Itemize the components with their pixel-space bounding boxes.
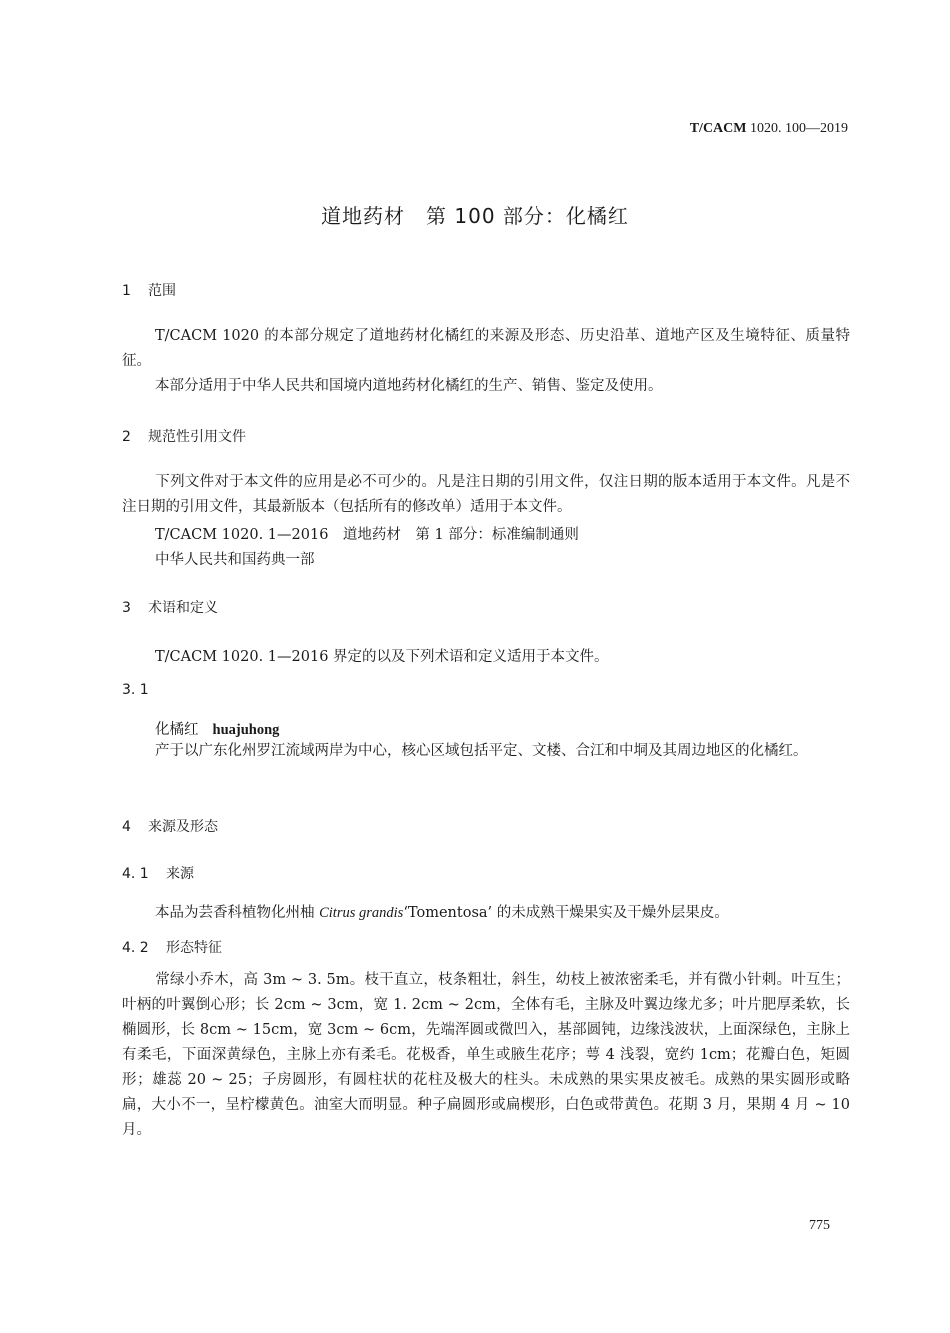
- term-cn: 化橘红: [155, 722, 199, 738]
- term-en: huajuhong: [212, 722, 280, 738]
- source-text-a: 本品为芸香科植物化州柚: [155, 905, 320, 921]
- paragraph-text: 本部分适用于中华人民共和国境内道地药材化橘红的生产、销售、鉴定及使用。: [155, 378, 663, 394]
- section-3-heading: [122, 597, 218, 617]
- section-title: 来源及形态: [148, 819, 218, 835]
- latin-name: Citrus grandis: [319, 905, 404, 921]
- source-text-b: ‘Tomentosa’ 的未成熟干燥果实及干燥外层果皮。: [403, 905, 729, 921]
- section-title: 范围: [148, 283, 176, 299]
- section-3-1-number: 3. 1: [122, 682, 149, 698]
- paragraph-text: 下列文件对于本文件的应用是必不可少的。凡是注日期的引用文件，仅注日期的版本适用于本文件。凡是不注日期的引用文件，其最新版本（包括所有的修改单）适用于本文件。: [122, 474, 850, 515]
- page-title: 道地药材 第 100 部分：化橘红: [321, 204, 629, 228]
- reference-1: T/CACM 1020. 1—2016 道地药材 第 1 部分：标准编制通则: [155, 527, 579, 543]
- section-1-heading: [122, 280, 176, 300]
- header-code: T/CACM: [689, 121, 747, 136]
- header-number: 1020. 100—2019: [746, 121, 848, 136]
- section-number: 4: [122, 819, 131, 835]
- section-number: 1: [122, 283, 131, 299]
- section-number: 2: [122, 429, 131, 445]
- reference-2: 中华人民共和国药典一部: [155, 552, 315, 568]
- page-number: 775: [809, 1218, 830, 1233]
- term-heading: [155, 718, 279, 739]
- paragraph-text: 常绿小乔木，高 3m ~ 3. 5m。枝干直立，枝条粗壮，斜生，幼枝上被浓密柔毛，并有微小针刺。叶互生；叶柄的叶翼倒心形；长 2cm ~ 3cm，宽 1. 2cm ~ 2cm，全体有毛，主脉及叶翼边缘尤多；叶片肥厚柔软，长椭圆形，长 8cm ~ 15cm，宽 3cm ~ 6cm，先端浑圆或微凹入，基部圆钝，边缘浅波状，上面深绿色，主脉上有柔毛，下面深黄绿色，主脉上亦有柔毛。花极香，单生或腋生花序；萼 4 浅裂，宽约 1cm；花瓣白色，矩圆形；雄蕊 20 ~ 25；子房圆形，有圆柱状的花柱及极大的柱头。未成熟的果实果皮被毛。成熟的果实圆形或略扁，大小不一，呈柠檬黄色。油室大而明显。种子扁圆形或扁楔形，白色或带黄色。花期 3 月，果期 4 月 ~ 10 月。: [122, 972, 850, 1138]
- section-title: 规范性引用文件: [148, 429, 246, 445]
- section-1-para-1: [122, 324, 850, 374]
- subsection-number: 4. 1: [122, 866, 149, 882]
- section-3-para-1: T/CACM 1020. 1—2016 界定的以及下列术语和定义适用于本文件。: [155, 649, 609, 665]
- section-4-2-heading: [122, 937, 222, 957]
- morphology-paragraph: [122, 968, 850, 1143]
- paragraph-text: 产于以广东化州罗江流域两岸为中心，核心区域包括平定、文楼、合江和中垌及其周边地区的化橘红。: [155, 743, 808, 759]
- standard-header: [690, 121, 848, 137]
- section-2-para-1: [122, 470, 850, 520]
- section-1-para-2: [122, 374, 850, 399]
- subsection-number: 4. 2: [122, 940, 149, 956]
- section-4-heading: [122, 816, 218, 836]
- section-number: 3: [122, 600, 131, 616]
- section-title: 术语和定义: [148, 600, 218, 616]
- section-4-1-heading: [122, 863, 194, 883]
- term-definition: [122, 739, 850, 764]
- section-2-heading: [122, 426, 246, 446]
- source-paragraph: [155, 901, 729, 922]
- paragraph-text: T/CACM 1020 的本部分规定了道地药材化橘红的来源及形态、历史沿革、道地产区及生境特征、质量特征。: [122, 328, 850, 369]
- subsection-title: 来源: [166, 866, 194, 882]
- subsection-title: 形态特征: [166, 940, 222, 956]
